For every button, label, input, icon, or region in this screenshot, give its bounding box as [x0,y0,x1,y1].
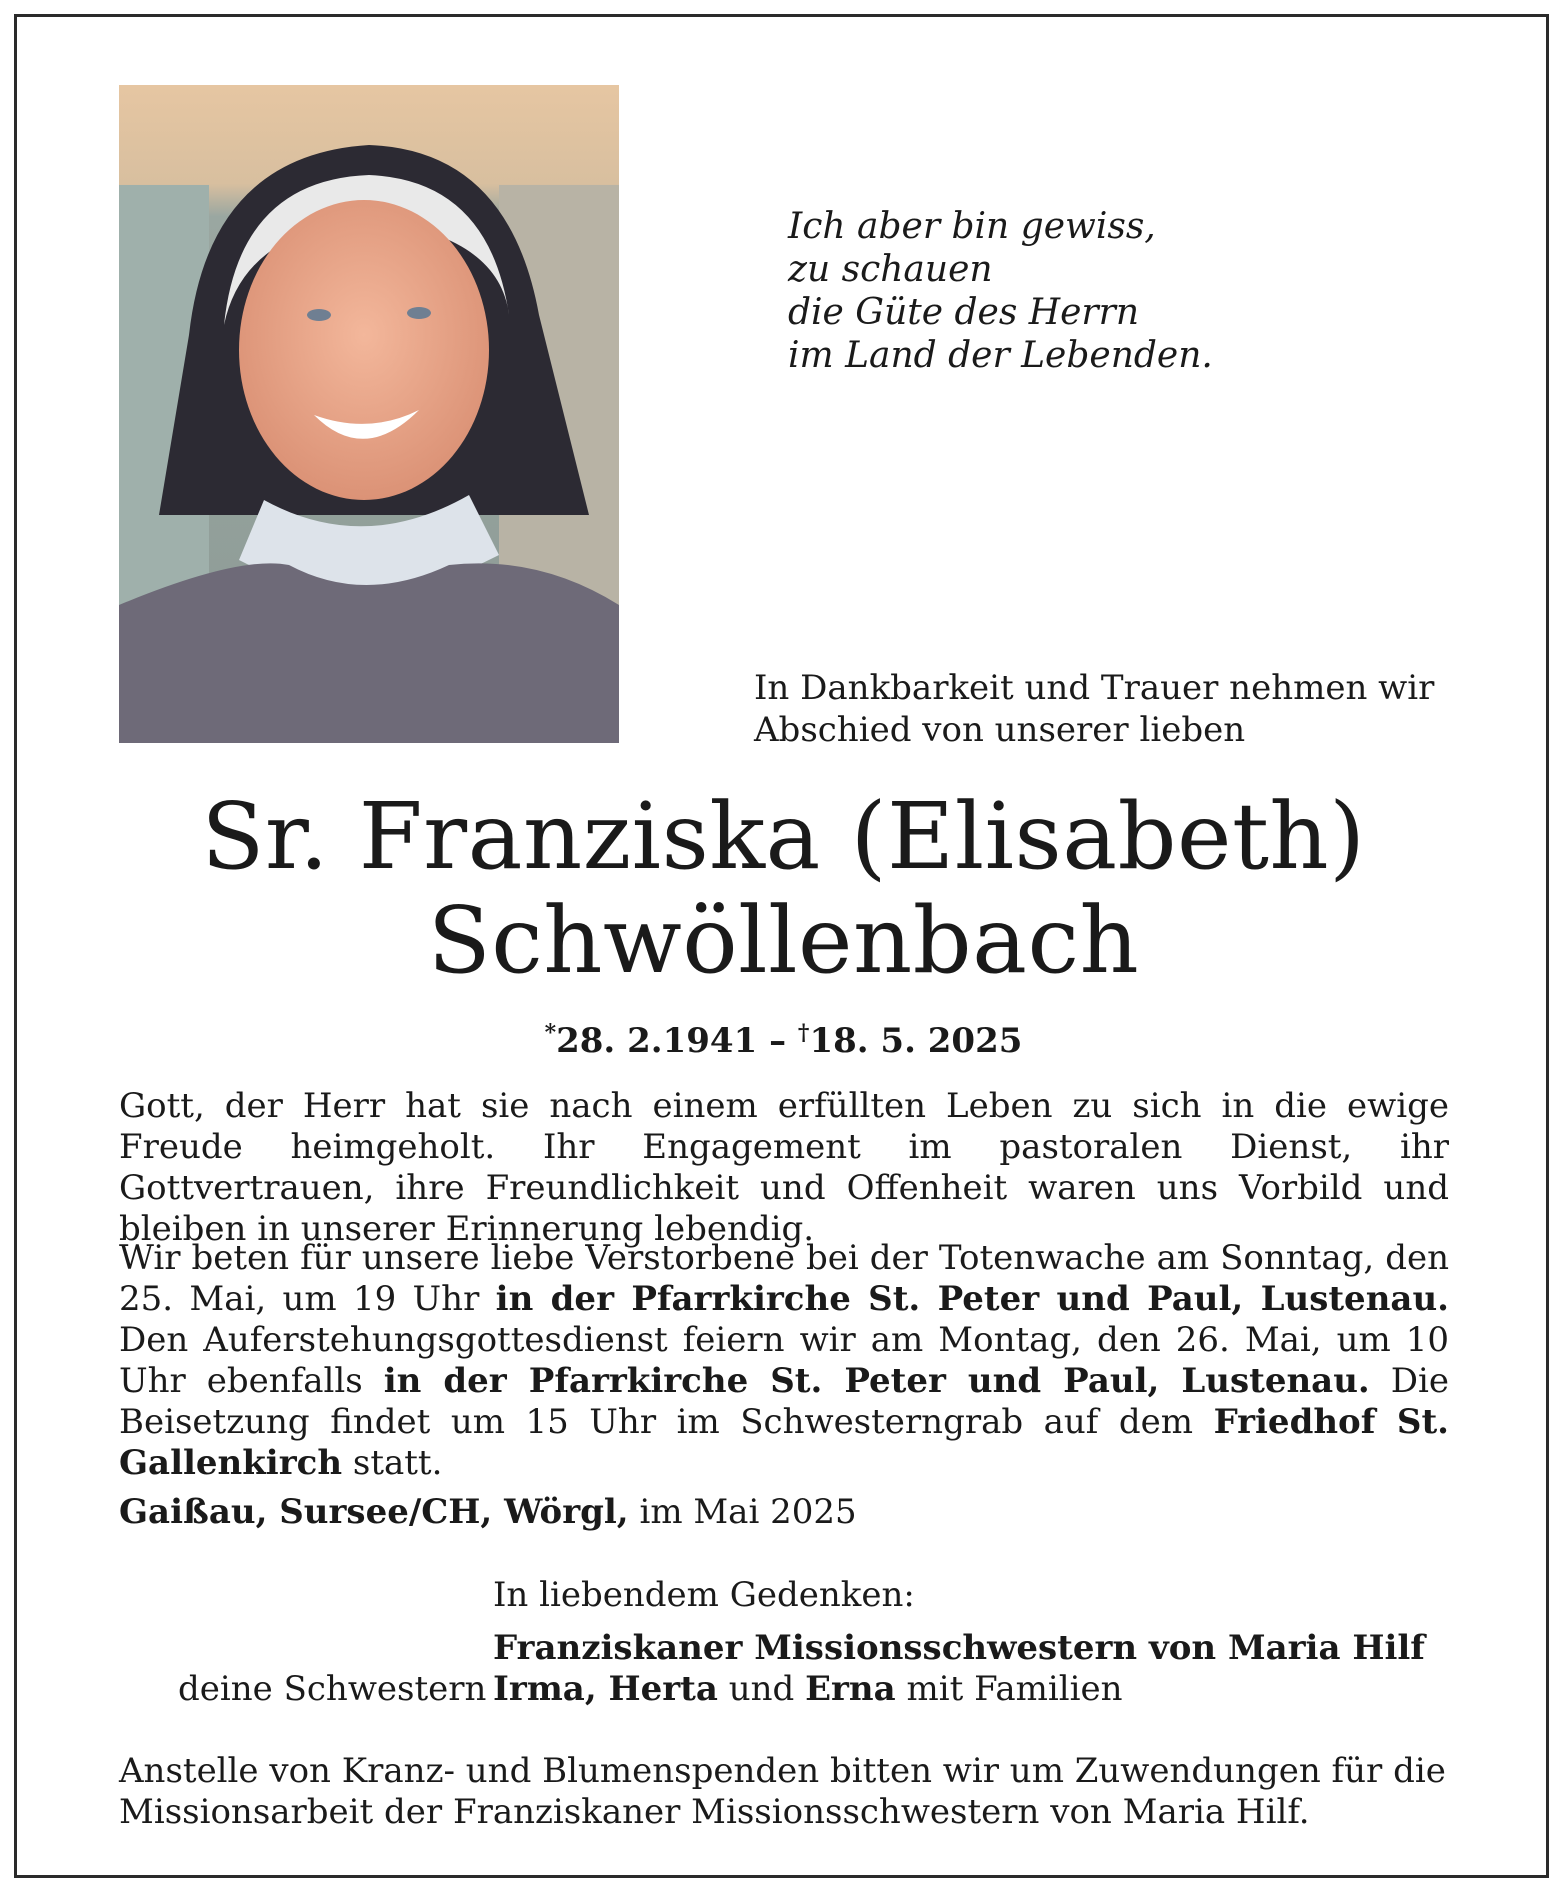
intro-line: In Dankbarkeit und Trauer nehmen wir [754,668,1435,708]
families-text: mit Familien [895,1669,1123,1709]
signature-sisters [493,1669,1123,1710]
deceased-name [0,785,1567,993]
tribute-paragraph: Gott, der Herr hat sie nach einem erfüllten Leben zu sich in die ewige Freude heimgeholt. Ihr Engagement im pastoralen Dienst, ihr Gottvertrauen, ihre Freundlichkeit und Offenheit waren uns Vorbild und bleiben in unserer Erinnerung lebendig. [119,1086,1449,1249]
wake-location: in der Pfarrkirche St. Peter und Paul, Lustenau. [495,1279,1449,1319]
birth-symbol: * [544,1020,557,1046]
place-date-line [119,1492,857,1533]
verse-line: Ich aber bin gewiss, [788,206,1156,247]
bible-verse [788,205,1348,377]
funeral-details-paragraph [119,1238,1449,1484]
portrait-photo [119,85,619,743]
details-text: Den Auferstehungsgottesdienst feiern wir am Montag, den 26. Mai, um 10 Uhr ebenfalls [119,1320,1449,1401]
details-text: Wir beten für unsere liebe Verstorbene bei der Totenwache am Sonntag, den 25. Mai, um 19 Uhr [119,1238,1449,1319]
signature-sisters-label: deine Schwestern [178,1669,487,1709]
burial-location: Friedhof St. Gallenkirch [119,1402,1450,1483]
places: Gaißau, Sursee/CH, Wörgl, [119,1492,629,1532]
notice-date: im Mai 2025 [628,1492,857,1532]
date-separator: – [757,1021,798,1061]
donation-note [119,1751,1449,1833]
life-dates [0,1013,1567,1061]
details-text: Die Beisetzung findet um 15 Uhr im Schwesterngrab auf dem [119,1361,1450,1442]
birth-date: 28. 2.1941 [556,1021,758,1061]
sister-names: Irma, Herta [493,1669,718,1709]
mass-location: in der Pfarrkirche St. Peter und Paul, Lustenau. [383,1361,1370,1401]
and-word: und [717,1669,806,1709]
sister-name: Erna [805,1669,896,1709]
verse-line: zu schauen [788,249,993,290]
signature-order: Franziskaner Missionsschwestern von Maria Hilf [493,1628,1425,1668]
details-text: statt. [342,1443,443,1483]
verse-line: im Land der Lebenden. [788,335,1213,376]
death-symbol: † [797,1020,810,1046]
name-line-1: Sr. Franziska (Elisabeth) [201,783,1366,890]
intro-text [754,667,1474,751]
intro-line: Abschied von unserer lieben [754,710,1246,750]
donation-line: Anstelle von Kranz- und Blumenspenden bitten wir um Zuwendungen für die [119,1751,1446,1791]
memory-label: In liebendem Gedenken: [493,1575,915,1615]
donation-line: Missionsarbeit der Franziskaner Missionsschwestern von Maria Hilf. [119,1792,1310,1832]
verse-line: die Güte des Herrn [788,292,1140,333]
name-line-2: Schwöllenbach [427,887,1140,994]
death-date: 18. 5. 2025 [809,1021,1023,1061]
